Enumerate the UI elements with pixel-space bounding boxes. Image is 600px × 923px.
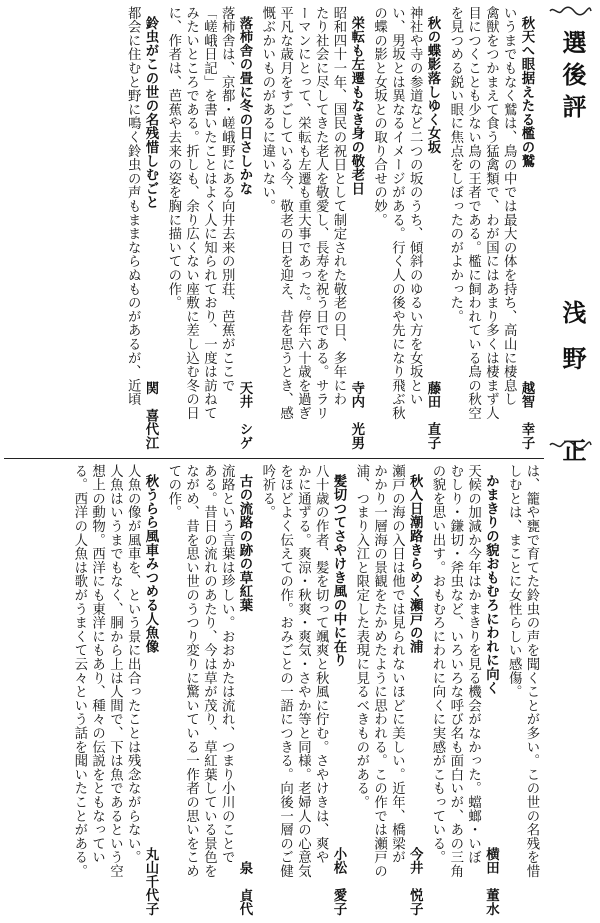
commentary-line: ある。昔日の流れのあたり、今は草が茂り、草紅葉している景色を — [201, 464, 217, 878]
commentary-line: をほどよく伝えての作。おみごとの一語につきる。向後一層のご健 — [277, 464, 293, 878]
page-title: 選後評 — [558, 30, 587, 126]
ornament-rule-bottom — [548, 440, 592, 450]
author-name: 寺内 光男 — [348, 381, 364, 450]
commentary-line: い、男坂とは異なるイメージがある。行く人の後や先になり飛ぶ秋 — [389, 6, 405, 420]
commentary-line: の蝶の影と女坂との取り合せの妙。 — [371, 6, 387, 227]
commentary-line: ての作。 — [165, 464, 181, 520]
commentary-line: たり社会に尽してきた老人を敬愛し、長寿を祝う日である。サラリ — [313, 6, 329, 420]
commentary-line: 平凡な歳月をすごしている今、敬老の日を迎え、昔を思うとき、感 — [277, 6, 293, 420]
commentary-line: を見つめる鋭い眼に焦点をしぼったのがよかった。 — [447, 6, 463, 324]
commentary-line: いうまでもなく鷲は、鳥の中では最大の体を持ち、高山に棲息し — [501, 6, 517, 407]
commentary-line: は、籠や甕で育てた鈴虫の声を聞くことが多い。この世の名残を惜 — [524, 464, 539, 878]
commentary-line: かかり一層海の景観をたかめたように思われる。この作では瀬戸の — [371, 464, 387, 878]
commentary-line: 都会に住むと野に鳴く鈴虫の声もままならぬものがあるが、近頃 — [125, 6, 141, 407]
lower-text-block — [4, 464, 540, 918]
section-divider — [4, 458, 544, 459]
page-author: 浅野 正 — [558, 300, 587, 484]
haiku-heading: 古の流路の跡の草紅葉 — [237, 474, 252, 612]
haiku-heading: 髪切つてさやけき風の中に在り — [331, 474, 346, 668]
haiku-heading: 鈴虫がこの世の名残惜しむごと — [143, 16, 158, 210]
haiku-heading: 秋入日潮路きらめく瀬戸の浦 — [407, 474, 423, 654]
commentary-line: 慨ぶかいものがあるに違いない。 — [259, 6, 275, 213]
upper-text-block — [4, 6, 540, 452]
commentary-line: 想上の動物。西洋にも東洋にもあり、種々の伝説をともなってい — [89, 464, 105, 865]
commentary-line: 吟祈る。 — [259, 464, 275, 520]
author-name: 関 喜代江 — [143, 381, 158, 450]
commentary-line: る。西洋の人魚は歌がうまくて云々という話を聞いたことがある。 — [71, 464, 87, 878]
commentary-line: 浦、つまり入江と限定した表現に見るべきものがある。 — [353, 464, 369, 809]
author-name: 小松 愛子 — [331, 847, 346, 916]
commentary-line: むしり・鎌切・斧虫など、いろいろな呼び名も面白いが、あの三角 — [447, 464, 463, 878]
commentary-line: 昭和四十一年、国民の祝日として制定された敬老の日、多年にわ — [331, 6, 346, 407]
commentary-line: に、作者は、芭蕉や去来の姿を胸に描いての作。 — [165, 6, 181, 310]
haiku-heading: 秋天へ眼据えたる檻の鷲 — [519, 16, 534, 168]
commentary-line: ーマンにとって、栄転も左遷も重大事であった。停年六十歳を過ぎ — [295, 6, 311, 420]
author-name: 横田 董水 — [483, 847, 499, 916]
commentary-line: ながめ、昔を思い世のうつり変りに驚いている一作者の思いをこめ — [183, 464, 199, 878]
author-name: 泉 貞代 — [237, 860, 252, 916]
haiku-heading: 落柿舎の畳に冬の日さしかな — [237, 16, 252, 196]
commentary-line: かに通ずる。爽涼・秋爽・爽気・さやか等と同様。老婦人の心意気 — [295, 464, 311, 878]
commentary-line: 瀬戸の海の入日は他では見られないほどに美しい。近年、橋梁が — [389, 464, 405, 865]
title-column — [544, 0, 600, 923]
commentary-line: みたいところである。折しも、余り広くない座敷に差し込む冬の日 — [183, 6, 199, 420]
author-name: 今井 悦子 — [407, 847, 423, 916]
author-name: 丸山千代子 — [143, 847, 158, 916]
commentary-line: 人魚はいうまでもなく、胴から上は人間で、下は魚であるという空 — [107, 464, 123, 878]
commentary-line: しむとは、まことに女性らしい感傷。 — [506, 464, 522, 699]
commentary-line: 落柿舎は、京都・嵯峨野にある向井去来の別荘、芭蕉がここで — [219, 6, 235, 393]
commentary-line: 禽獣をつかまえて食う猛禽類で、わが国にはあまり多くは棲まず人 — [483, 6, 499, 420]
commentary-line: 流路という言葉は珍しい。おおかたは流れ、つまり小川のことで — [219, 464, 235, 865]
commentary-line: 天候の加減か今年はかまきりを見る機会がなかった。蟷螂・いぼ — [465, 464, 481, 865]
haiku-heading: 栄転も左遷もなき身の敬老日 — [348, 16, 364, 196]
haiku-heading: かまきりの貌おもむろにわれに向く — [483, 474, 499, 695]
commentary-line: 目につくことも少ない鳥の王者である。檻に飼われている鳥の秋空 — [465, 6, 481, 420]
author-name: 越智 幸子 — [519, 381, 534, 450]
author-name: 藤田 直子 — [425, 381, 440, 450]
author-name: 天井 シゲ — [237, 381, 252, 450]
commentary-line: 八十歳の作者、髪を切って颯爽と秋風に佇む。さやけきは、爽や — [313, 464, 329, 865]
haiku-heading: 秋の蝶影落しゆく女坂 — [425, 16, 440, 154]
commentary-line: 人魚の像が風車を、という景に出合ったことは残念ながらない。 — [125, 464, 141, 865]
haiku-heading: 秋うらら風車みつめる人魚像 — [143, 474, 158, 654]
commentary-line: 神社や寺の参道など二つの坂のうち、傾斜のゆるい方を女坂とい — [407, 6, 423, 407]
ornament-rule-top — [548, 6, 592, 16]
commentary-line: 「嵯峨日記」を書いたことはよく人に知られており、一度は訪ねて — [201, 6, 217, 420]
commentary-line: の貌を思い出す。おもむろにわれに向くに実感がこもっている。 — [430, 464, 445, 865]
